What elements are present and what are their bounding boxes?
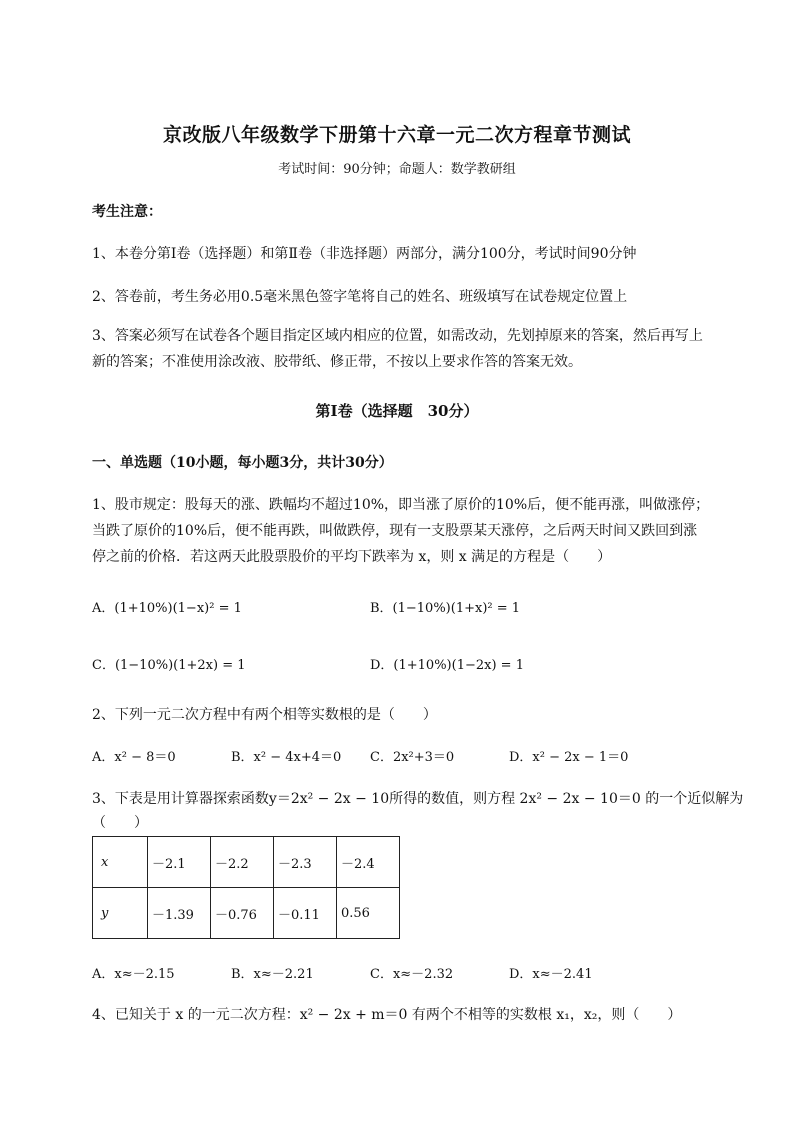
table-cell: －2.1 bbox=[148, 837, 211, 888]
table-cell: 0.56 bbox=[337, 888, 400, 939]
option-d: D．(1+10%)(1−2x) = 1 bbox=[370, 658, 524, 673]
option-b: B．(1−10%)(1+x)² = 1 bbox=[370, 601, 521, 616]
table-cell: y bbox=[93, 888, 148, 939]
question-stem: 2、下列一元二次方程中有两个相等实数根的是（ ） bbox=[92, 707, 437, 723]
option-c: C．x≈－2.32 bbox=[370, 967, 454, 982]
question-stem: 当跌了原价的10%后，便不能再跌，叫做跌停，现有一支股票某天涨停，之后两天时间又跌回到涨 bbox=[92, 523, 698, 539]
table-cell: －1.39 bbox=[148, 888, 211, 939]
section-title: 第Ⅰ卷（选择题 30分） bbox=[315, 402, 479, 420]
option-d: D．x² − 2x − 1＝0 bbox=[509, 750, 629, 765]
section-subtitle: 一、单选题（10小题，每小题3分，共计30分） bbox=[92, 455, 393, 471]
value-table bbox=[92, 836, 400, 939]
table-cell: －0.11 bbox=[274, 888, 337, 939]
option-d: D．x≈－2.41 bbox=[509, 967, 593, 982]
notes-heading: 考生注意： bbox=[92, 204, 162, 220]
option-b: B．x² − 4x+4＝0 bbox=[231, 750, 342, 765]
option-a: A．x≈－2.15 bbox=[92, 967, 175, 982]
question-stem: 4、已知关于 x 的一元二次方程：x² − 2x + m＝0 有两个不相等的实数根 x₁，x₂，则（ ） bbox=[92, 1007, 682, 1023]
question-stem: 停之前的价格．若这两天此股票股价的平均下跌率为 x，则 x 满足的方程是（ ） bbox=[92, 549, 612, 565]
note-item: 2、答卷前，考生务必用0.5毫米黑色签字笔将自己的姓名、班级填写在试卷规定位置上 bbox=[92, 289, 628, 305]
table-cell: －0.76 bbox=[211, 888, 274, 939]
option-b: B．x≈－2.21 bbox=[231, 967, 314, 982]
question-stem: 3、下表是用计算器探索函数y＝2x² − 2x − 10所得的数值，则方程 2x² − 2x − 10＝0 的一个近似解为 bbox=[92, 791, 744, 807]
note-item: 3、答案必须写在试卷各个题目指定区域内相应的位置，如需改动，先划掉原来的答案，然后再写上新的答案；不准使用涂改液、胶带纸、修正带，不按以上要求作答的答案无效。 bbox=[92, 328, 703, 370]
exam-info: 考试时间：90分钟；命题人：数学教研组 bbox=[278, 162, 516, 177]
table-cell: －2.2 bbox=[211, 837, 274, 888]
table-cell: －2.3 bbox=[274, 837, 337, 888]
table-cell: －2.4 bbox=[337, 837, 400, 888]
option-a: A．(1+10%)(1−x)² = 1 bbox=[92, 601, 242, 616]
table-row bbox=[93, 837, 400, 888]
question-stem: （ ） bbox=[92, 815, 148, 831]
table-row bbox=[93, 888, 400, 939]
option-a: A．x² − 8＝0 bbox=[92, 750, 176, 765]
option-c: C．2x²+3＝0 bbox=[370, 750, 455, 765]
question-stem: 1、股市规定：股每天的涨、跌幅均不超过10%，即当涨了原价的10%后，便不能再涨，叫做涨停； bbox=[92, 497, 710, 513]
note-item: 1、本卷分第Ⅰ卷（选择题）和第Ⅱ卷（非选择题）两部分，满分100分，考试时间90分钟 bbox=[92, 246, 637, 262]
option-c: C．(1−10%)(1+2x) = 1 bbox=[92, 658, 246, 673]
page-title: 京改版八年级数学下册第十六章一元二次方程章节测试 bbox=[162, 124, 631, 146]
table-cell: x bbox=[93, 837, 148, 888]
